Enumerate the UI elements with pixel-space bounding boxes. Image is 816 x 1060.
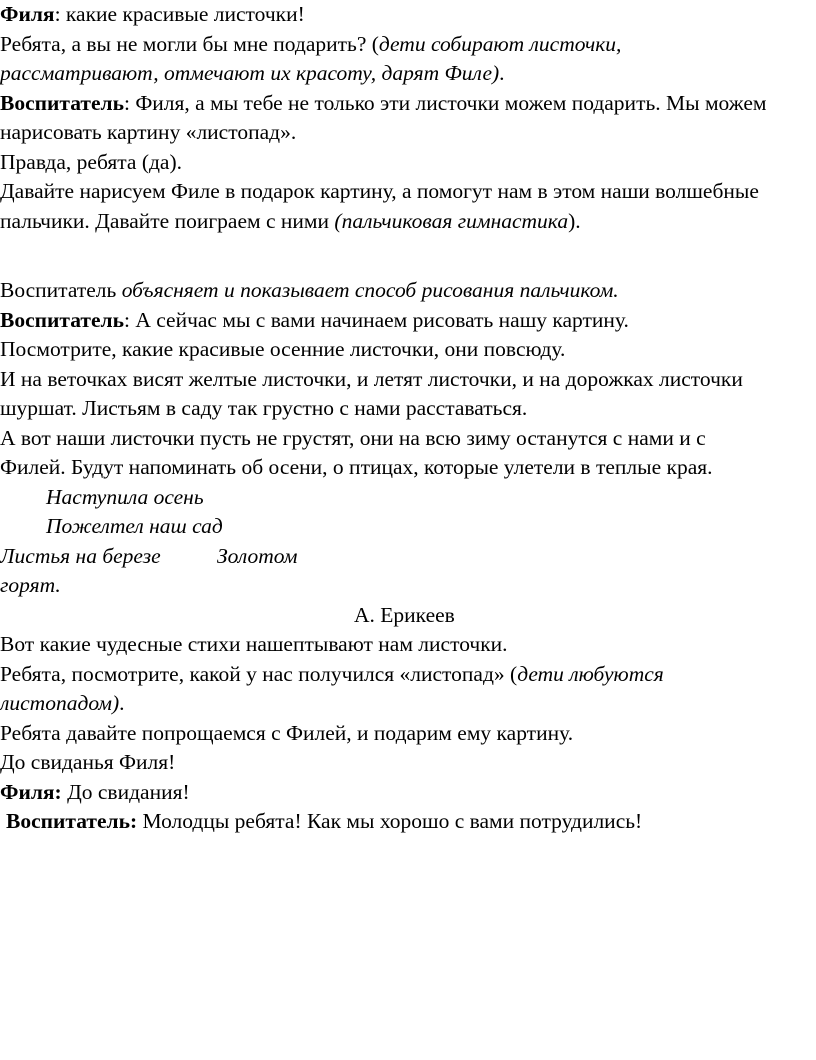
- line-text: Давайте нарисуем Филе в подарок картину, а помогут нам в этом наши волшебные: [0, 179, 759, 203]
- line-text: Ребята давайте попрощаемся с Филей, и подарим ему картину.: [0, 721, 574, 745]
- speaker-name: Воспитатель: [0, 91, 124, 115]
- line-9: [0, 276, 619, 305]
- poem-text: Золотом: [217, 544, 298, 568]
- line-text: Ребята, посмотрите, какой у нас получился «листопад» (: [0, 662, 518, 686]
- stage-direction: рассматривают, отмечают их красоту, дарят Филе): [0, 61, 500, 85]
- author-name: А. Ерикеев: [354, 603, 455, 627]
- poem-text: горят.: [0, 573, 61, 597]
- stage-direction: дети любуются: [517, 662, 664, 686]
- line-2: [0, 30, 621, 59]
- stage-direction: дети собирают листочки,: [378, 32, 622, 56]
- line-10: [0, 306, 629, 335]
- poem-author: [354, 601, 455, 630]
- line-5: [0, 118, 296, 147]
- stage-direction: (пальчиковая гимнастика: [334, 209, 569, 233]
- line-13: [0, 394, 527, 423]
- line-text: : А сейчас мы с вами начинаем рисовать нашу картину.: [123, 308, 629, 332]
- line-text: шуршат. Листьям в саду так грустно с нами расставаться.: [0, 396, 528, 420]
- closing-line-4: [0, 719, 573, 748]
- line-11: [0, 335, 565, 364]
- closing-line-3: [0, 689, 125, 718]
- poem-line-2: [46, 512, 223, 541]
- line-text: Филей. Будут напоминать об осени, о птицах, которые улетели в теплые края.: [0, 455, 713, 479]
- line-text: : какие красивые листочки!: [54, 2, 305, 26]
- poem-line-1: [46, 483, 204, 512]
- closing-line-2: [0, 660, 664, 689]
- speaker-name: Воспитатель: [0, 308, 124, 332]
- line-text: Посмотрите, какие красивые осенние листочки, они повсюду.: [0, 337, 566, 361]
- line-text: пальчики. Давайте поиграем с ними: [0, 209, 335, 233]
- line-text: Ребята, а вы не могли бы мне подарить? (: [0, 32, 379, 56]
- speaker-name: Филя:: [0, 780, 62, 804]
- line-text: Вот какие чудесные стихи нашептывают нам листочки.: [0, 632, 508, 656]
- line-text: : Филя, а мы тебе не только эти листочки можем подарить. Мы можем: [123, 91, 767, 115]
- line-7: [0, 177, 759, 206]
- poem-line-3: [0, 542, 161, 571]
- stage-direction: листопадом): [0, 691, 120, 715]
- line-text: ).: [568, 209, 581, 233]
- line-text: нарисовать картину «листопад».: [0, 120, 297, 144]
- line-text: А вот наши листочки пусть не грустят, они на всю зиму останутся с нами и с: [0, 426, 706, 450]
- line-text: Правда, ребята (да).: [0, 150, 183, 174]
- line-15: [0, 453, 713, 482]
- line-1: [0, 0, 305, 29]
- line-text: .: [119, 691, 125, 715]
- line-12: [0, 365, 743, 394]
- closing-line-1: [0, 630, 508, 659]
- closing-line-7: [6, 807, 642, 836]
- line-text: И на веточках висят желтые листочки, и летят листочки, и на дорожках листочки: [0, 367, 743, 391]
- line-text: .: [499, 61, 505, 85]
- poem-line-4: [0, 571, 61, 600]
- line-3: [0, 59, 505, 88]
- line-8: [0, 207, 581, 236]
- line-text: Воспитатель: [0, 278, 122, 302]
- poem-text: Листья на березе: [0, 544, 161, 568]
- line-text: Молодцы ребята! Как мы хорошо с вами потрудились!: [137, 809, 643, 833]
- line-14: [0, 424, 706, 453]
- poem-line-3b: [217, 542, 297, 571]
- speaker-name: Воспитатель:: [6, 809, 138, 833]
- speaker-name: Филя: [0, 2, 55, 26]
- closing-line-5: [0, 748, 175, 777]
- stage-direction: объясняет и показывает способ рисования пальчиком.: [121, 278, 619, 302]
- poem-text: Наступила осень: [46, 485, 204, 509]
- line-text: До свидания!: [61, 780, 190, 804]
- line-4: [0, 89, 767, 118]
- line-text: До свиданья Филя!: [0, 750, 176, 774]
- closing-line-6: [0, 778, 190, 807]
- poem-text: Пожелтел наш сад: [46, 514, 223, 538]
- line-6: [0, 148, 182, 177]
